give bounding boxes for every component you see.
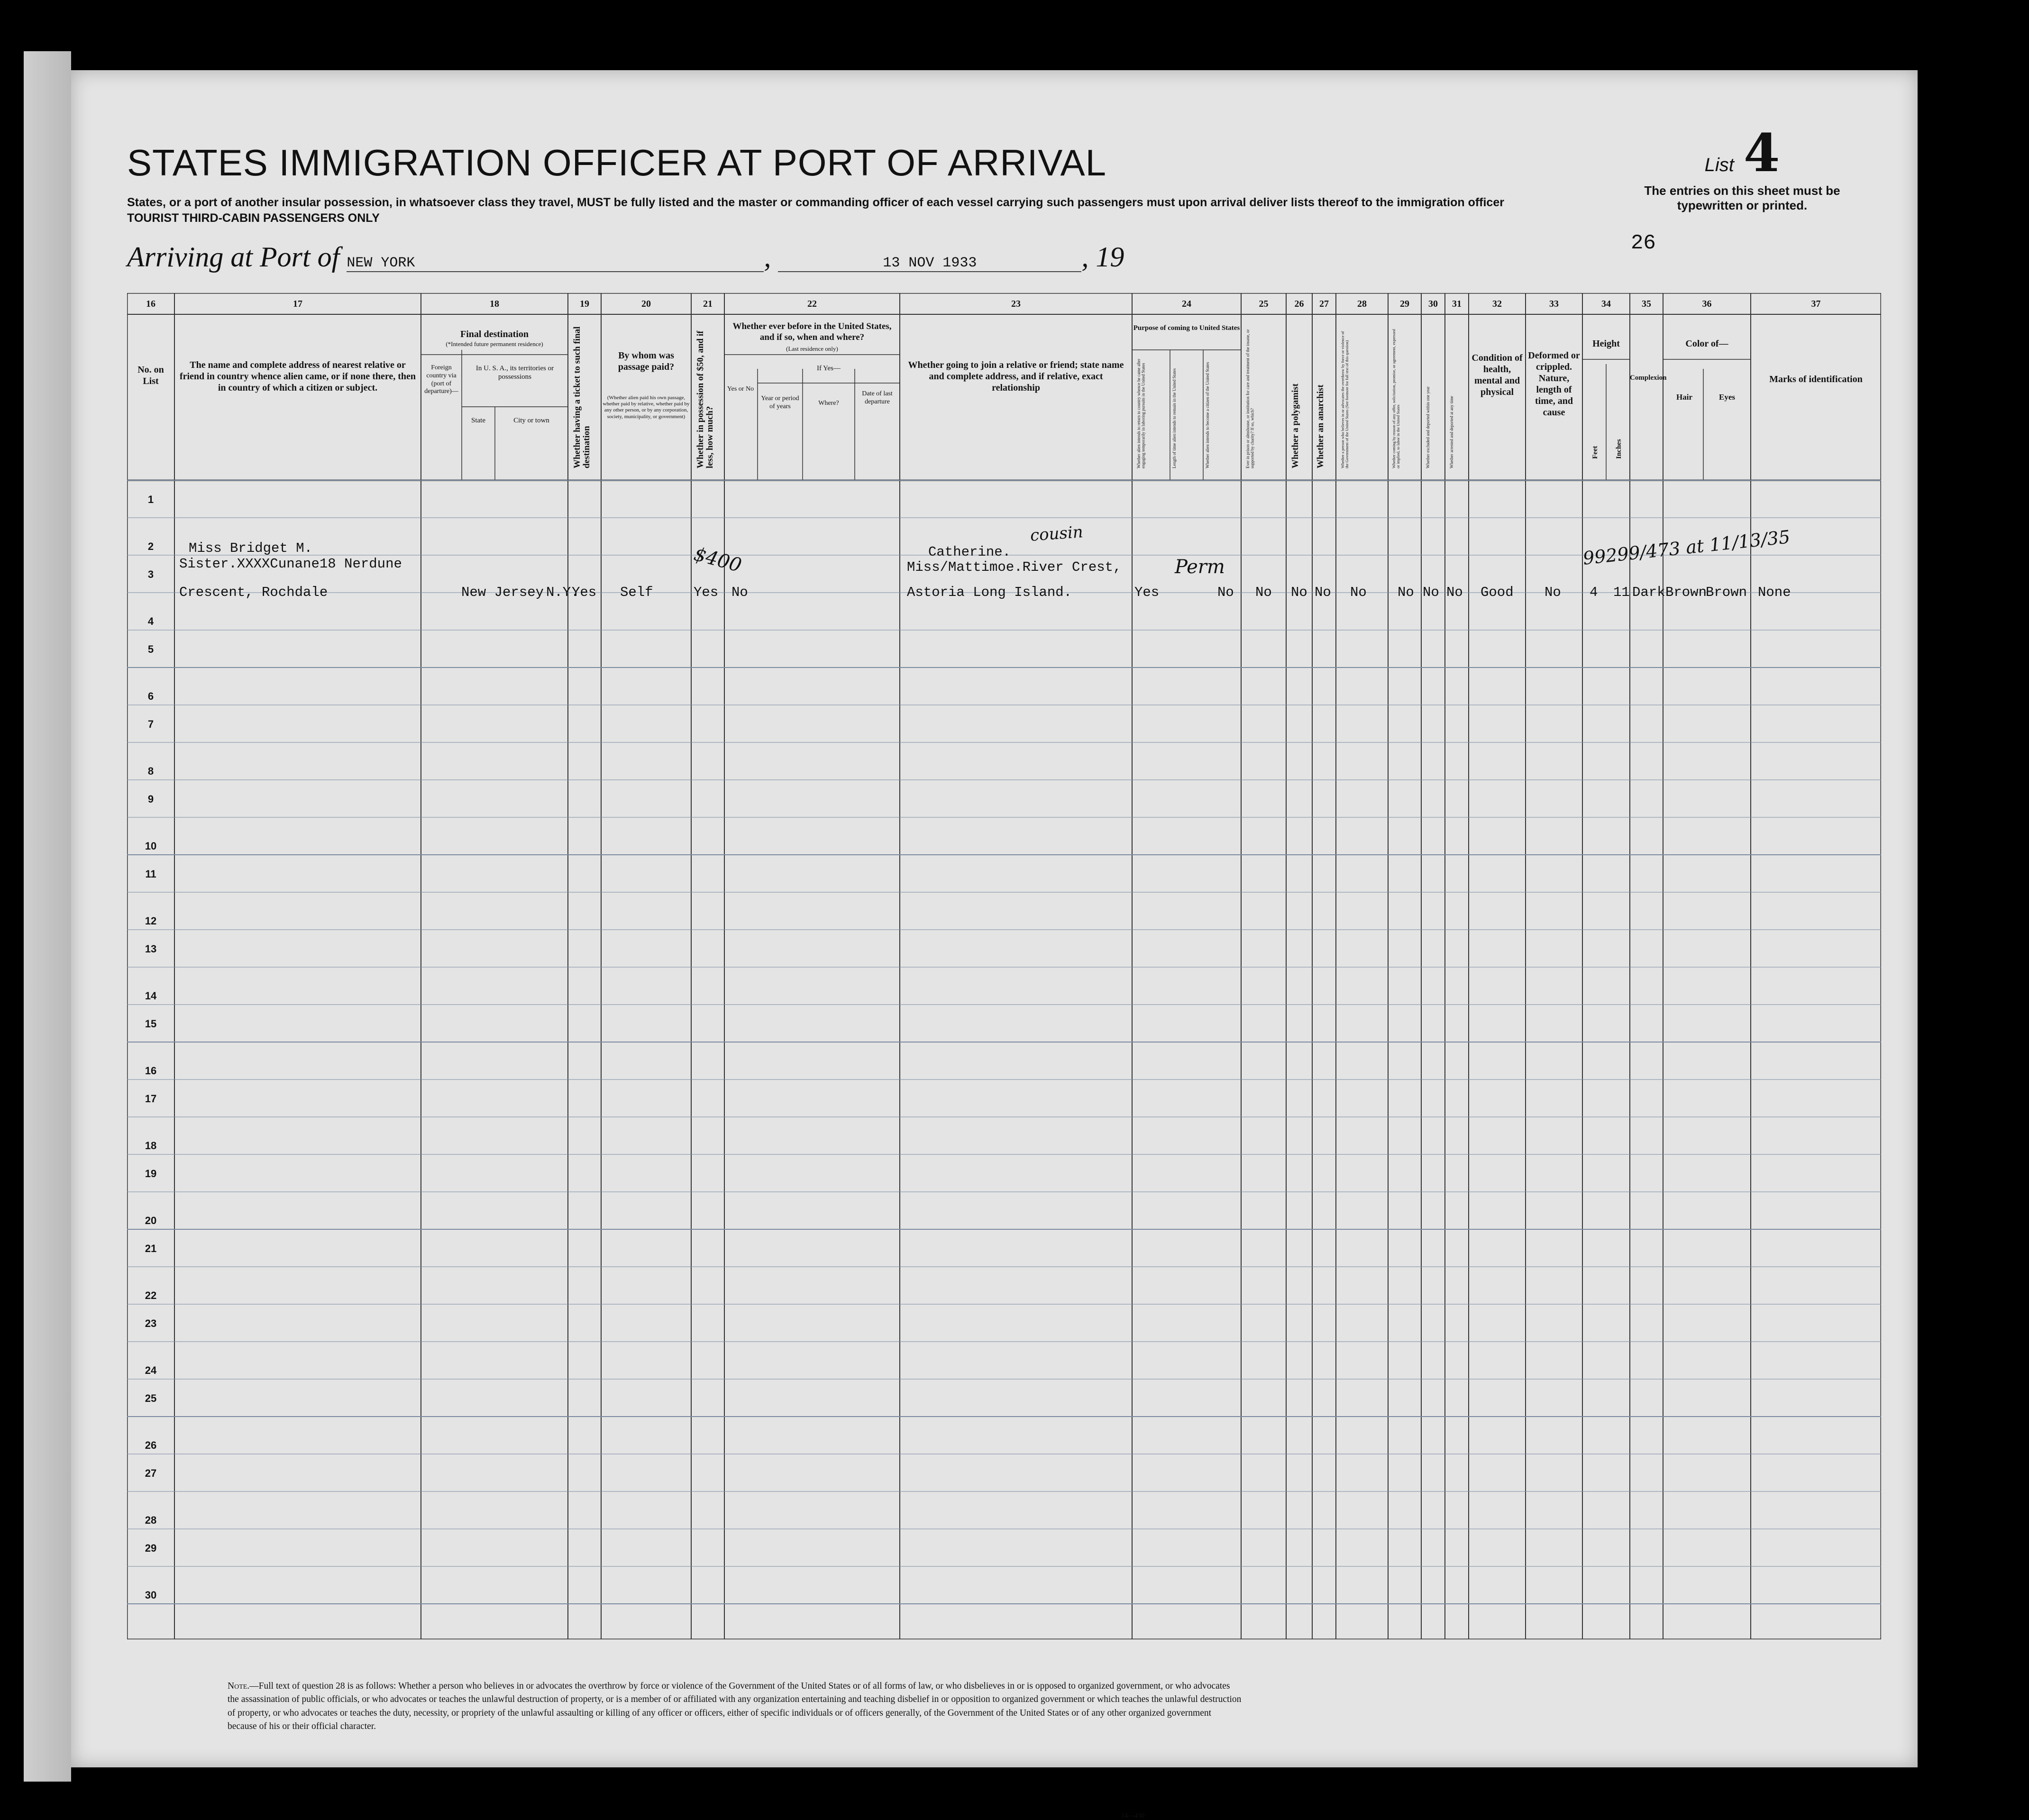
header-polygamist: Whether a polygamist (1290, 383, 1300, 468)
hair-value: Brown (1665, 585, 1707, 600)
row-number: 1 (147, 494, 154, 505)
ticket-value: Yes (572, 585, 597, 600)
column-number: 29 (1400, 299, 1409, 309)
row-number: 19 (145, 1168, 157, 1180)
health-value: Good (1481, 585, 1514, 600)
header-last-residence: (Last residence only) (786, 345, 838, 352)
header-complexion: Complexion (1630, 374, 1667, 382)
row-number: 8 (147, 765, 154, 777)
relative-address-line: Crescent, Rochdale (179, 585, 328, 600)
header-where: Where? (818, 400, 839, 407)
been-before-value: No (731, 585, 748, 600)
header-arrested: Whether arrested and deported at any time (1449, 396, 1454, 468)
complexion-value: Dark (1632, 585, 1665, 600)
header-eyes: Eyes (1719, 393, 1735, 402)
footnote (228, 1680, 1242, 1733)
header-purpose-length: Length of time alien intends to remain in the United States (1172, 368, 1177, 468)
header-year-period: Year or period of years (761, 395, 799, 410)
row-number: 23 (145, 1317, 157, 1329)
column-number: 23 (1011, 299, 1021, 309)
header-passage-paid: By whom was passage paid? (618, 350, 675, 372)
header-inches: Inches (1615, 439, 1623, 459)
header-no-on-list: No. on List (137, 365, 164, 386)
column-number: 16 (146, 299, 155, 309)
row-number: 5 (147, 643, 154, 655)
column-number: 20 (641, 299, 651, 309)
header-foreign-country: Foreign country via (port of departure)— (424, 364, 458, 395)
header-fifty-dollars: Whether in possession of $50, and if less, how much? (695, 330, 715, 468)
row-number: 25 (145, 1392, 157, 1404)
row-number: 13 (145, 943, 157, 955)
money-handwritten: $400 (691, 543, 744, 577)
column-number: 28 (1357, 299, 1367, 309)
arrested-value: No (1446, 585, 1463, 600)
header-in-usa: In U. S. A., its territories or possessions (475, 365, 554, 381)
passage-paid-value: Self (620, 585, 653, 600)
height-inches-value: 11 (1613, 585, 1630, 600)
relative-address-line: Sister.XXXXCunane18 Nerdune (179, 556, 402, 572)
money-value: Yes (694, 585, 719, 600)
year-prefix: 19 (1096, 241, 1124, 273)
row-number: 2 (147, 540, 154, 552)
row-number: 14 (145, 990, 157, 1002)
column-number: 24 (1182, 299, 1191, 309)
row-number: 9 (147, 793, 154, 805)
table-grid (127, 293, 1881, 1639)
header-color-of: Color of— (1685, 338, 1728, 349)
row-number: 18 (145, 1140, 157, 1152)
header-ever-before: Whether ever before in the United States, and if so, when and where? (732, 321, 892, 342)
row-number: 26 (145, 1439, 157, 1451)
header-anarchist: Whether an anarchist (1316, 384, 1325, 468)
column-number: 36 (1702, 299, 1712, 309)
passenger-class: TOURIST THIRD-CABIN PASSENGERS ONLY (127, 211, 380, 225)
list-note: The entries on this sheet must be typewritten or printed. (1644, 183, 1840, 212)
status-annotation-handwritten: 99299/473 at 11/13/35 (1581, 526, 1791, 569)
row-number: 7 (147, 718, 154, 730)
row-number: 28 (145, 1514, 157, 1526)
header-prison: Ever in prison or almshouse, or institution for care and treatment of the insane, or supported by charity? If so, which? (1245, 329, 1255, 468)
column-number: 21 (703, 299, 713, 309)
row-number: 16 (145, 1065, 157, 1077)
prison-value: No (1255, 585, 1272, 600)
header-excluded: Whether excluded and deported within one year (1426, 386, 1430, 468)
header-city: City or town (513, 417, 549, 424)
header-feet: Feet (1591, 446, 1599, 459)
header-state: State (471, 417, 485, 424)
column-number: 26 (1294, 299, 1304, 309)
header-final-destination-note: (*Intended future permanent residence) (446, 340, 543, 348)
row-number: 4 (147, 615, 154, 627)
header-health: Condition of health, mental and physical (1471, 353, 1523, 397)
row-number: 15 (145, 1018, 157, 1030)
header-hair: Hair (1676, 393, 1692, 402)
row-number: 11 (145, 868, 156, 880)
form-number: 14—430 (1121, 1812, 1144, 1820)
port-name: NEW YORK (347, 255, 764, 272)
header-final-destination: Final destination (460, 329, 529, 339)
offer-value: No (1398, 585, 1414, 600)
header-if-yes: If Yes— (816, 365, 841, 372)
destination-city: N.Y. (546, 585, 579, 600)
column-number: 33 (1549, 299, 1559, 309)
list-label: List (1704, 155, 1734, 175)
page-title: STATES IMMIGRATION OFFICER AT PORT OF ARRIVAL (127, 142, 1107, 183)
footnote-lead: Note. (228, 1681, 250, 1691)
row-number: 22 (145, 1290, 157, 1301)
row-number: 6 (147, 690, 154, 702)
anarchist-value: No (1315, 585, 1331, 600)
manifest-sheet (71, 70, 1918, 1820)
footnote-text: —Full text of question 28 is as follows: Whether a person who believes in or advocates the overthrow by force or violence of the Government of the United States or of all forms of law, or who disbelieves in or is opposed to organized government, or who advocates the assassination of public officials, or who advocates or teaches the unlawful destruction of property, or is a member of or affiliated with any organization entertaining and teaching disbelief in or opposition to organized government or which teaches the unlawful destruction of property, or who advocates or teaches the duty, necessity, or propriety of the unlawful assaulting or killing of any officer or officers, either of specific individuals or of officers generally, of the Government of the United States or of any other organized government because of his or their official character. (228, 1681, 1242, 1731)
column-number: 22 (807, 299, 817, 309)
header-height: Height (1592, 338, 1620, 349)
eyes-value: Brown (1706, 585, 1747, 600)
header-purpose-return: Whether alien intends to return to country whence he came after engaging temporarily in laboring pursuits in the United States (1136, 358, 1146, 468)
purpose-length-handwritten: Perm (1175, 556, 1225, 578)
arriving-label: Arriving at Port of (127, 241, 340, 273)
header-ticket: Whether having a ticket to such final destination (572, 326, 592, 468)
header-nearest-relative: The name and complete address of nearest relative or friend in country whence alien came, or if none there, then in country of which a citizen or subject. (179, 360, 416, 393)
column-number: 37 (1811, 299, 1821, 309)
manifest-table (127, 293, 1881, 1639)
header-passage-paid-note: (Whether alien paid his own passage, whether paid by relative, whether paid by any other person, or by any corporation, society, municipality, or government) (603, 395, 690, 420)
header-offer: Whether coming by reason of any offer, solicitation, promise, or agreement, expressed or implied, to labor in the United States (1391, 329, 1400, 468)
header-deformed: Deformed or crippled. Nature, length of time, and cause (1528, 350, 1580, 418)
list-number-box (1619, 122, 1865, 213)
header-purpose-citizen: Whether alien intends to become a citizen of the United States (1205, 362, 1210, 468)
column-number: 19 (580, 299, 589, 309)
join-address-line: Miss/Mattimoe.River Crest, (907, 559, 1122, 575)
column-number: 30 (1428, 299, 1438, 309)
header-marks: Marks of identification (1769, 374, 1863, 384)
arrival-date: 13 NOV 1933 (778, 255, 1081, 272)
join-name-line: Catherine. (928, 544, 1011, 560)
sheet-number: 26 (1631, 231, 1656, 255)
column-number: 27 (1319, 299, 1329, 309)
header-subtitle: States, or a port of another insular possession, in whatsoever class they travel, MUST be fully listed and the master or commanding officer of each vessel carrying such passengers must upon arrival deliver lists thereof to the immigration officer (127, 196, 1504, 209)
list-number: 4 (1743, 122, 1780, 183)
purpose-return-value: Yes (1134, 585, 1160, 600)
height-feet-value: 4 (1590, 585, 1598, 600)
deformed-value: No (1545, 585, 1561, 600)
row-number: 10 (145, 840, 157, 852)
purpose-citizen-value: No (1217, 585, 1234, 600)
destination-state: New Jersey (461, 585, 544, 600)
row-number: 27 (145, 1467, 157, 1479)
relationship-handwritten: cousin (1029, 522, 1084, 545)
row-number: 29 (145, 1542, 157, 1554)
marks-value: None (1758, 585, 1791, 600)
column-number: 25 (1259, 299, 1269, 309)
row-number: 17 (145, 1093, 157, 1105)
header-purpose: Purpose of coming to United States (1133, 324, 1240, 332)
column-number: 32 (1492, 299, 1502, 309)
row-number: 12 (145, 915, 157, 927)
polygamist-value: No (1291, 585, 1307, 600)
excluded-value: No (1423, 585, 1439, 600)
relative-name-line: Miss Bridget M. (189, 540, 313, 556)
column-number: 18 (490, 299, 499, 309)
row-number: 21 (145, 1243, 157, 1254)
column-number: 17 (293, 299, 302, 309)
overthrow-value: No (1350, 585, 1367, 600)
header-last-departure: Date of last departure (862, 390, 893, 405)
column-number: 31 (1452, 299, 1462, 309)
column-number: 34 (1601, 299, 1611, 309)
row-number: 30 (145, 1589, 157, 1601)
arrival-line: Arriving at Port of NEW YORK , 13 NOV 1933 , 19 (127, 241, 1124, 273)
header-join-relative: Whether going to join a relative or friend; state name and complete address, and if relative, exact relationship (908, 360, 1124, 393)
column-number: 35 (1642, 299, 1651, 309)
row-number: 3 (147, 568, 154, 580)
header-overthrow: Whether a person who believes in or advocates the overthrow by force or violence of the Government of the United States (See footnote for full text of this question) (1340, 331, 1349, 468)
join-address-line: Astoria Long Island. (907, 585, 1072, 600)
row-number: 20 (145, 1215, 157, 1226)
row-number: 24 (145, 1364, 157, 1376)
header-yes-no: Yes or No (727, 385, 754, 393)
